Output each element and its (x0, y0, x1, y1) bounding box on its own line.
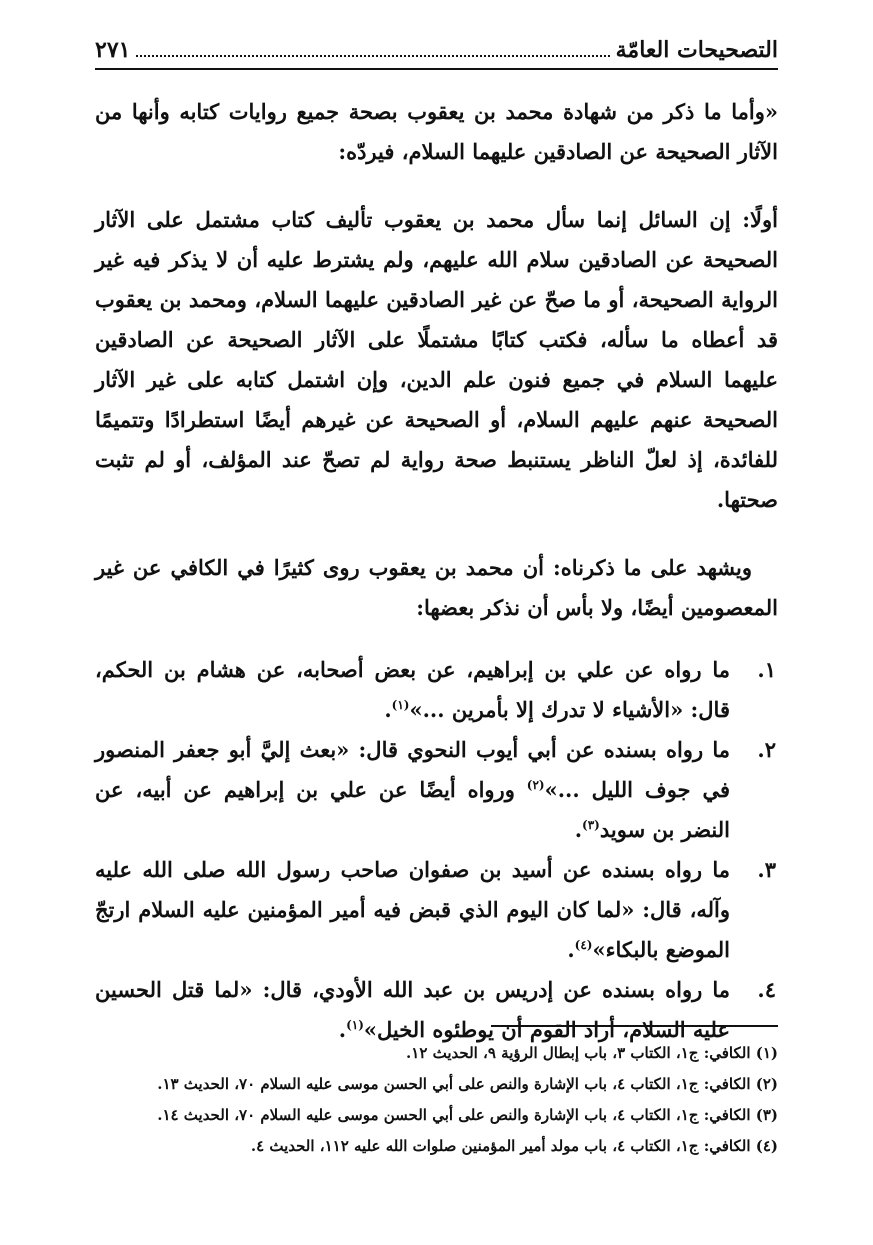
list-item-tail: . (567, 937, 575, 962)
chapter-title: التصحيحات العامّة (615, 37, 778, 63)
footnotes (95, 1038, 778, 1162)
list-item-text: ما رواه بسنده عن أسيد بن صفوان صاحب رسول الله صلى الله عليه وآله، قال: «لما كان اليوم الذي قبض فيه أمير المؤمنين عليه السلام ارتجّ الموضع بالبكاء» (95, 857, 730, 962)
footnote: (٣) الكافي: ج١، الكتاب ٤، باب الإشارة والنص على أبي الحسن موسى عليه السلام ٧٠، الحديث ١٤. (157, 1106, 778, 1124)
list-item-number: ٣. (757, 857, 776, 882)
footnote: (١) الكافي: ج١، الكتاب ٣، باب إبطال الرؤية ٩، الحديث ١٢. (406, 1044, 778, 1062)
footnote-separator (491, 1025, 778, 1027)
narrations-list (95, 650, 778, 1050)
list-item (95, 730, 778, 850)
footnote-ref: (٤) (574, 938, 593, 952)
list-item (95, 650, 778, 730)
list-item-number: ١. (757, 657, 776, 682)
list-item-tail: . (338, 1017, 347, 1042)
list-item-number: ٤. (757, 977, 776, 1002)
paragraph-2-body: إن السائل إنما سأل محمد بن يعقوب تأليف كتاب مشتمل على الآثار الصحيحة عن الصادقين سلام الله عليهم، ولم يشترط عليه أن لا يذكر فيه غير الرواية الصحيحة، أو ما صحّ عن غير الصادقين عليهما السلام، ومحمد بن يعقوب قد أعطاه ما سأله، فكتب كتابًا مشتملًا على الآثار الصحيحة عن الصادقين عليهما السلام في جميع فنون علم الدين، وإن اشتمل كتابه على غير الآثار الصحيحة عنهم عليهم السلام، أو الصحيحة عن غيرهم أيضًا استطرادًا وتتميمًا للفائدة، إذ لعلّ الناظر يستنبط صحة رواية لم تصحّ عند المؤلف، أو لم تثبت صحتها. (95, 207, 778, 512)
paragraph-1: «وأما ما ذكر من شهادة محمد بن يعقوب بصحة جميع روايات كتابه وأنها من الآثار الصحيحة عن الصادقين عليهما السلام، فيردّه: (95, 99, 778, 164)
main-text (95, 92, 778, 1050)
footnote-ref: (١) (391, 698, 410, 712)
dotted-leader (136, 55, 609, 57)
paragraph-2 (95, 200, 778, 520)
page-number: ٢٧١ (95, 37, 131, 63)
footnote-ref: (١) (346, 1018, 364, 1032)
list-item (95, 850, 778, 970)
list-item-tail: . (384, 697, 392, 722)
list-item-number: ٢. (757, 737, 776, 762)
list-item-text: ما رواه عن علي بن إبراهيم، عن بعض أصحابه، عن هشام بن الحكم، قال: «الأشياء لا تدرك إلا بأمرين ...» (95, 657, 730, 722)
footnote-ref: (٢) (526, 778, 545, 792)
paragraph-2-lead: أولًا: (742, 207, 778, 232)
list-item-text: ما رواه بسنده عن إدريس بن عبد الله الأودي، قال: «لما قتل الحسين عليه السلام، أراد القوم أن يوطئوه الخيل» (95, 977, 730, 1042)
footnote: (٢) الكافي: ج١، الكتاب ٤، باب الإشارة والنص على أبي الحسن موسى عليه السلام ٧٠، الحديث ١٣. (157, 1075, 778, 1093)
list-item-text-continued: ورواه أيضًا عن علي بن إبراهيم عن أبيه، عن النضر بن سويد (95, 777, 730, 842)
paragraph-3: ويشهد على ما ذكرناه: أن محمد بن يعقوب روى كثيرًا في الكافي عن غير المعصومين أيضًا، ولا بأس أن نذكر بعضها: (95, 555, 778, 620)
running-header (95, 30, 778, 70)
footnote: (٤) الكافي: ج١، الكتاب ٤، باب مولد أمير المؤمنين صلوات الله عليه ١١٢، الحديث ٤. (250, 1137, 778, 1155)
list-item-tail: . (574, 817, 583, 842)
list-item-text: ما رواه بسنده عن أبي أيوب النحوي قال: «بعث إليَّ أبو جعفر المنصور في جوف الليل ...» (95, 737, 730, 802)
footnote-ref: (٣) (582, 818, 600, 832)
